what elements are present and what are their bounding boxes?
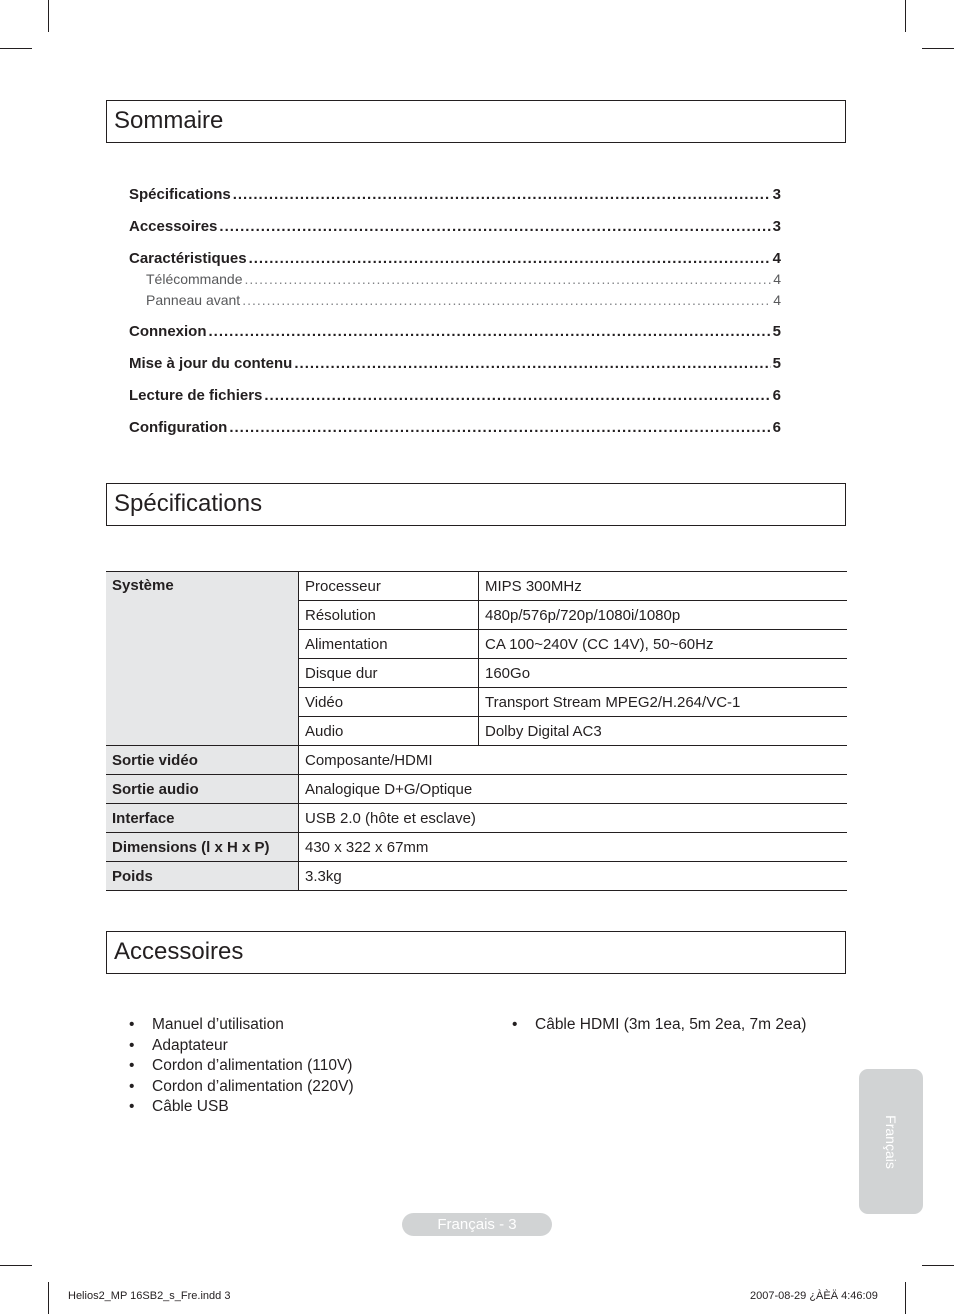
- spec-subcategory: Alimentation: [299, 630, 479, 659]
- bullet-icon: •: [129, 1057, 135, 1074]
- toc-entry-page: 5: [772, 355, 781, 372]
- toc-entry-page: 3: [772, 186, 781, 203]
- toc-entry-label: Spécifications: [129, 186, 231, 203]
- toc-entry-label: Télécommande: [146, 271, 243, 287]
- toc-leader-dots: [294, 355, 770, 372]
- table-row: [106, 775, 847, 804]
- crop-mark: [922, 48, 954, 49]
- section-title: Spécifications: [114, 490, 263, 517]
- spec-subcategory: Processeur: [299, 572, 479, 601]
- spec-category: Système: [106, 572, 299, 746]
- spec-value: CA 100~240V (CC 14V), 50~60Hz: [479, 630, 848, 659]
- bullet-icon: •: [129, 1016, 135, 1033]
- toc-leader-dots: [209, 323, 771, 340]
- toc-leader-dots: [264, 387, 770, 404]
- list-item: [129, 1015, 354, 1036]
- table-row: [106, 746, 847, 775]
- spec-value: Analogique D+G/Optique: [299, 775, 848, 804]
- accessory-label: Adaptateur: [152, 1036, 228, 1054]
- spec-value: USB 2.0 (hôte et esclave): [299, 804, 848, 833]
- print-timestamp: 2007-08-29 ¿ÀÈÄ 4:46:09: [750, 1290, 878, 1302]
- toc-subentry[interactable]: [146, 271, 781, 287]
- accessory-label: Câble USB: [152, 1098, 229, 1115]
- spec-category: Sortie audio: [106, 775, 299, 804]
- spec-category: Poids: [106, 862, 299, 891]
- table-row: [106, 833, 847, 862]
- toc-entry[interactable]: [129, 387, 781, 404]
- bullet-icon: •: [129, 1098, 135, 1115]
- toc-entry-label: Configuration: [129, 419, 228, 436]
- spec-subcategory: Vidéo: [299, 688, 479, 717]
- toc-entry[interactable]: [129, 250, 781, 267]
- crop-mark: [48, 1282, 49, 1314]
- toc-entry-page: 4: [773, 271, 781, 287]
- toc-entry[interactable]: [129, 323, 781, 340]
- language-tab-label: Français: [883, 1114, 899, 1169]
- toc-leader-dots: [249, 250, 771, 267]
- page-number-label: Français - 3: [437, 1216, 517, 1233]
- accessory-label: Manuel d’utilisation: [152, 1016, 284, 1033]
- spec-category: Dimensions (l x H x P): [106, 833, 299, 862]
- list-item: [129, 1077, 354, 1098]
- spec-category: Interface: [106, 804, 299, 833]
- crop-mark: [0, 1265, 32, 1266]
- list-item: [129, 1056, 354, 1077]
- spec-value: 3.3kg: [299, 862, 848, 891]
- toc-entry-page: 3: [772, 218, 781, 235]
- accessories-list-right: [512, 1015, 806, 1036]
- toc-entry-label: Connexion: [129, 323, 207, 340]
- spec-subcategory: Disque dur: [299, 659, 479, 688]
- spec-value: MIPS 300MHz: [479, 572, 848, 601]
- spec-value: Dolby Digital AC3: [479, 717, 848, 746]
- toc-leader-dots: [245, 271, 772, 287]
- spec-subcategory: Résolution: [299, 601, 479, 630]
- spec-value: 430 x 322 x 67mm: [299, 833, 848, 862]
- section-header-accessoires: [106, 931, 846, 974]
- toc-entry-label: Caractéristiques: [129, 250, 247, 267]
- toc-entry-label: Mise à jour du contenu: [129, 355, 293, 372]
- list-item: [129, 1097, 354, 1118]
- toc-entry-page: 6: [772, 387, 781, 404]
- accessory-label: Câble HDMI (3m 1ea, 5m 2ea, 7m 2ea): [535, 1016, 807, 1033]
- list-item: [129, 1036, 354, 1057]
- toc-entry[interactable]: [129, 186, 781, 203]
- crop-mark: [905, 1282, 906, 1314]
- section-header-specifications: [106, 483, 846, 526]
- accessory-label: Cordon d’alimentation (110V): [152, 1057, 353, 1074]
- toc-entry-page: 4: [772, 250, 781, 267]
- spec-value: 160Go: [479, 659, 848, 688]
- toc-leader-dots: [219, 218, 770, 235]
- toc-leader-dots: [242, 292, 771, 308]
- toc-leader-dots: [233, 186, 771, 203]
- page-number-badge: [402, 1213, 552, 1236]
- spec-value: Transport Stream MPEG2/H.264/VC-1: [479, 688, 848, 717]
- bullet-icon: •: [129, 1036, 135, 1054]
- toc-entry-label: Panneau avant: [146, 292, 241, 308]
- crop-mark: [922, 1265, 954, 1266]
- language-side-tab: [859, 1069, 923, 1214]
- specifications-table: [106, 571, 847, 891]
- toc-subentry[interactable]: [146, 292, 781, 308]
- toc-entry[interactable]: [129, 355, 781, 372]
- spec-value: 480p/576p/720p/1080i/1080p: [479, 601, 848, 630]
- accessories-list-left: [129, 1015, 354, 1118]
- toc-entry-page: 6: [772, 419, 781, 436]
- section-header-sommaire: [106, 100, 846, 143]
- table-row: [106, 862, 847, 891]
- toc-entry[interactable]: [129, 218, 781, 235]
- section-title: Accessoires: [114, 938, 244, 965]
- spec-category: Sortie vidéo: [106, 746, 299, 775]
- spec-subcategory: Audio: [299, 717, 479, 746]
- bullet-icon: •: [512, 1016, 518, 1033]
- crop-mark: [0, 48, 32, 49]
- file-info: Helios2_MP 16SB2_s_Fre.indd 3: [68, 1290, 231, 1302]
- table-row: [106, 804, 847, 833]
- toc-entry[interactable]: [129, 419, 781, 436]
- crop-mark: [905, 0, 906, 32]
- table-row: [106, 572, 847, 601]
- section-title: Sommaire: [114, 107, 224, 134]
- toc-entry-label: Accessoires: [129, 218, 218, 235]
- toc-entry-label: Lecture de fichiers: [129, 387, 263, 404]
- toc-leader-dots: [229, 419, 770, 436]
- list-item: [512, 1015, 806, 1036]
- toc-entry-page: 5: [772, 323, 781, 340]
- toc-entry-page: 4: [773, 292, 781, 308]
- bullet-icon: •: [129, 1077, 135, 1095]
- accessory-label: Cordon d’alimentation (220V): [152, 1077, 354, 1095]
- crop-mark: [48, 0, 49, 32]
- spec-value: Composante/HDMI: [299, 746, 848, 775]
